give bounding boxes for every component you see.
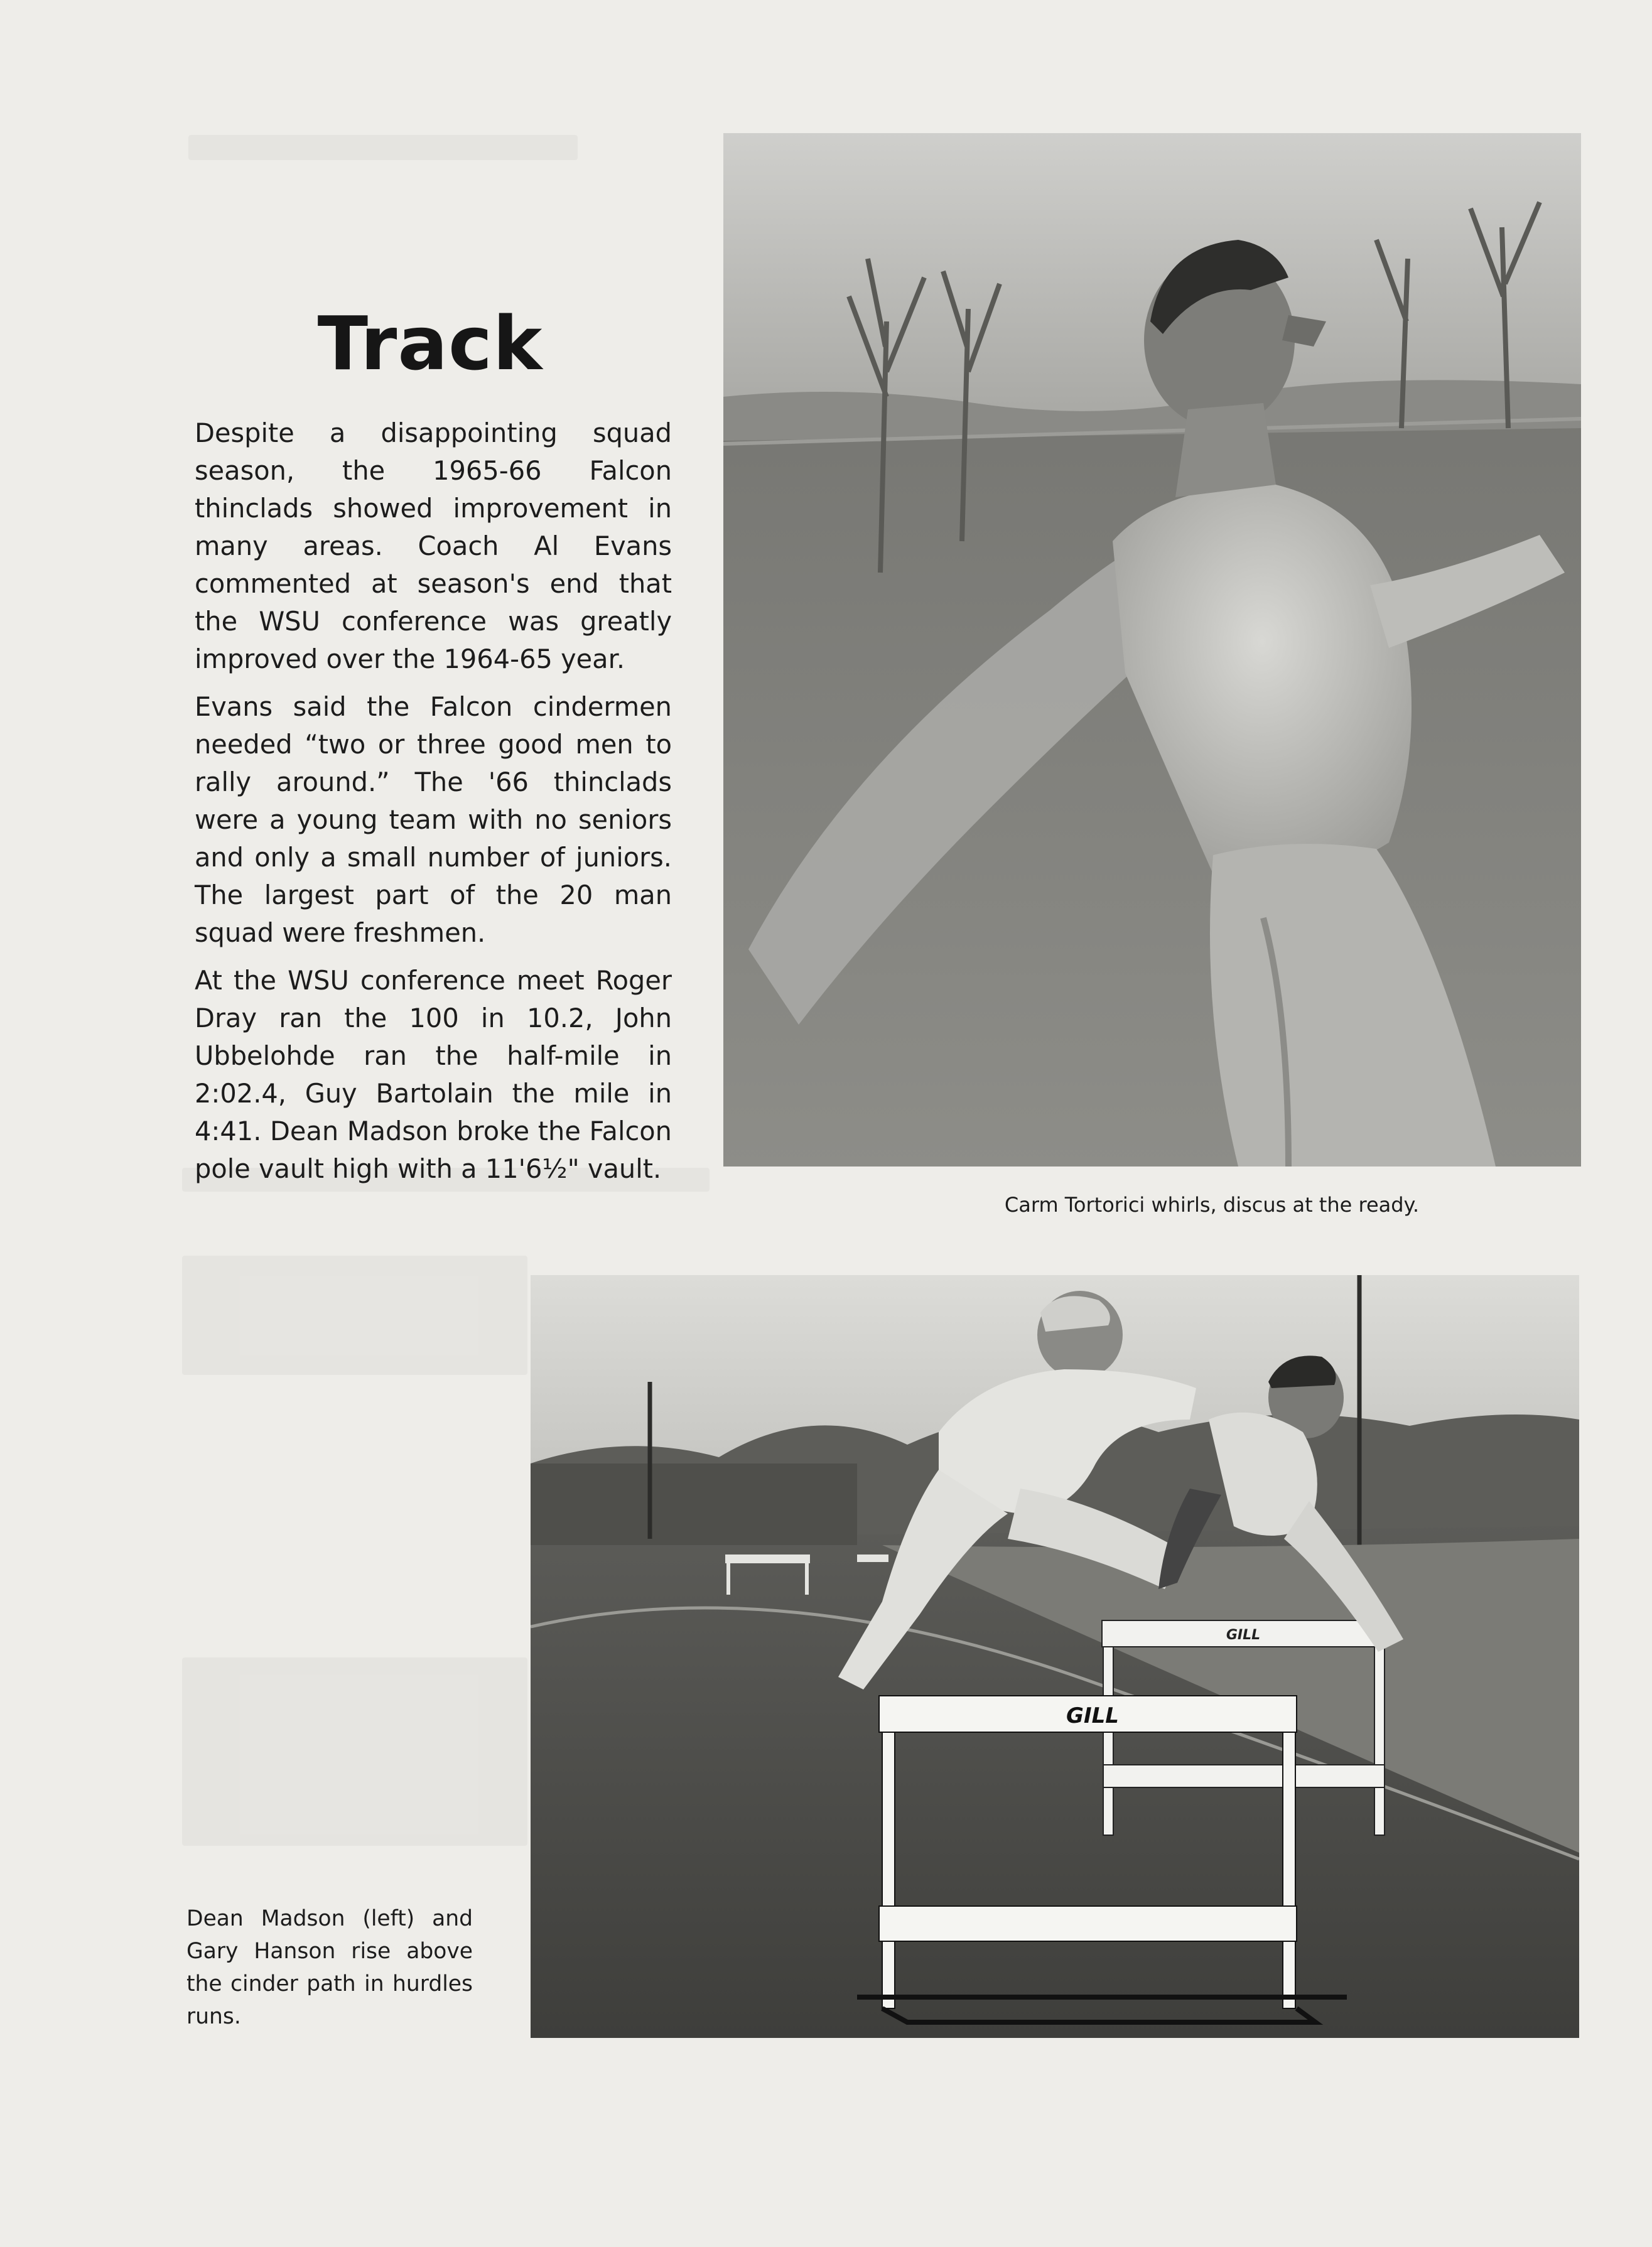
hurdlers-photo-caption: Dean Madson (left) and Gary Hanson rise above the cinder path in hurdles runs. (186, 1906, 473, 2029)
article-body (195, 414, 672, 1198)
bleed-through-mark (182, 1657, 527, 1846)
discus-photo-caption: Carm Tortorici whirls, discus at the ready. (1004, 1193, 1420, 1217)
article-paragraph: At the WSU conference meet Roger Dray ran the 100 in 10.2, John Ubbelohde ran the half-mile in 2:02.4, Guy Bartolain the mile in 4:41. Dean Madson broke the Falcon pole vault high with a 11'6½" vault. (195, 965, 672, 1184)
hurdlers-photo (531, 1275, 1579, 2038)
page-title: Track (317, 300, 543, 387)
hurdle-brand-label: GILL (1226, 1627, 1261, 1643)
article-paragraph: Despite a disappointing squad season, the 1965-66 Falcon thinclads showed improvement in many areas. Coach Al Evans commented at season's end that the WSU conference was greatly improved over the 1964-65 year. (195, 418, 672, 674)
bleed-through-mark (182, 1256, 527, 1375)
discus-thrower-photo (723, 133, 1581, 1167)
article-paragraph: Evans said the Falcon cindermen needed “two or three good men to rally around.” The '66 thinclads were a young team with no seniors and only a small number of juniors. The largest part of the 20 man squad were freshmen. (195, 691, 672, 948)
hurdle-brand-label: GILL (1066, 1703, 1119, 1728)
bleed-through-mark (188, 135, 578, 160)
